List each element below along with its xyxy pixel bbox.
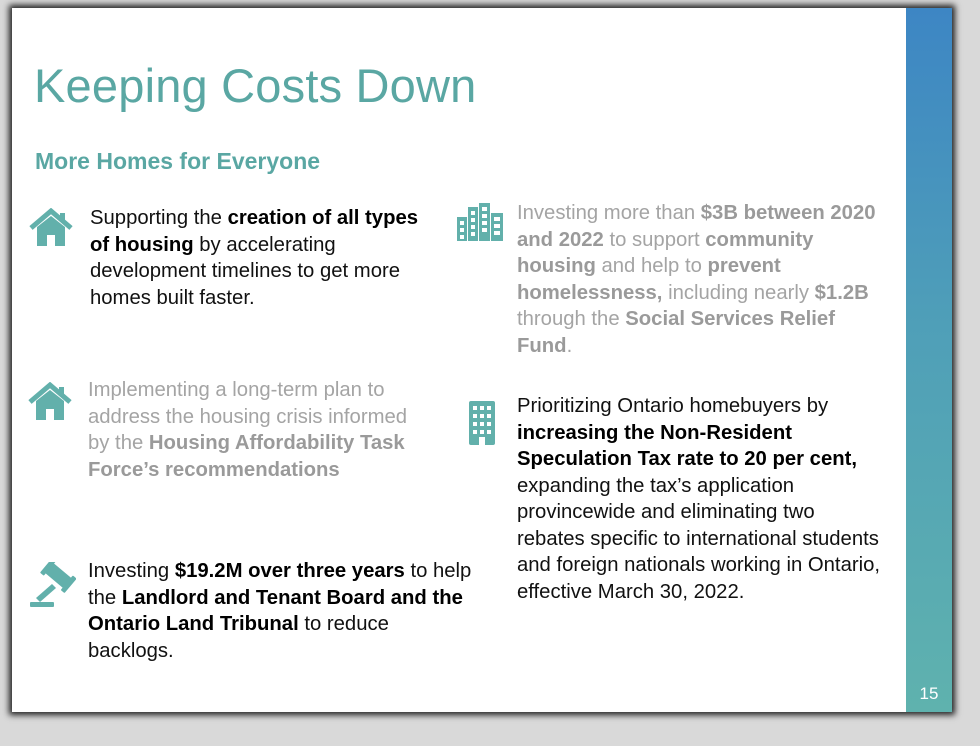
slide bbox=[12, 8, 952, 712]
page-title: Keeping Costs Down bbox=[34, 59, 477, 112]
gavel-icon bbox=[28, 562, 76, 608]
item-text: Prioritizing Ontario homebuyers by increasing the Non-Resident Speculation Tax rate to 20 per cent, expanding the tax’s application provincewide and eliminating two rebates specific to international students and foreign nationals working in Ontario, effective March 30, 2022. bbox=[517, 395, 881, 603]
item-text: Investing more than $3B between 2020 and 2022 to support community housing and help to prevent homelessness, including nearly $1.2B through the Social Services Relief Fund. bbox=[517, 202, 876, 357]
item-text: Investing $19.2M over three years to help the Landlord and Tenant Board and the Ontario Land Tribunal to reduce backlogs. bbox=[88, 560, 472, 662]
section-subtitle: More Homes for Everyone bbox=[35, 148, 321, 174]
page-number: 15 bbox=[919, 684, 939, 703]
house-icon bbox=[28, 382, 72, 422]
sidebar-stripe bbox=[906, 8, 952, 712]
item-text: Supporting the creation of all types of housing by accelerating development timelines to get more homes built faster. bbox=[90, 207, 419, 309]
house-icon bbox=[29, 208, 73, 248]
city-buildings-icon bbox=[457, 203, 503, 241]
item-text: Implementing a long-term plan to address the housing crisis informed by the Housing Affordability Task Force’s recommendations bbox=[88, 379, 408, 481]
apartment-building-icon bbox=[469, 401, 495, 445]
